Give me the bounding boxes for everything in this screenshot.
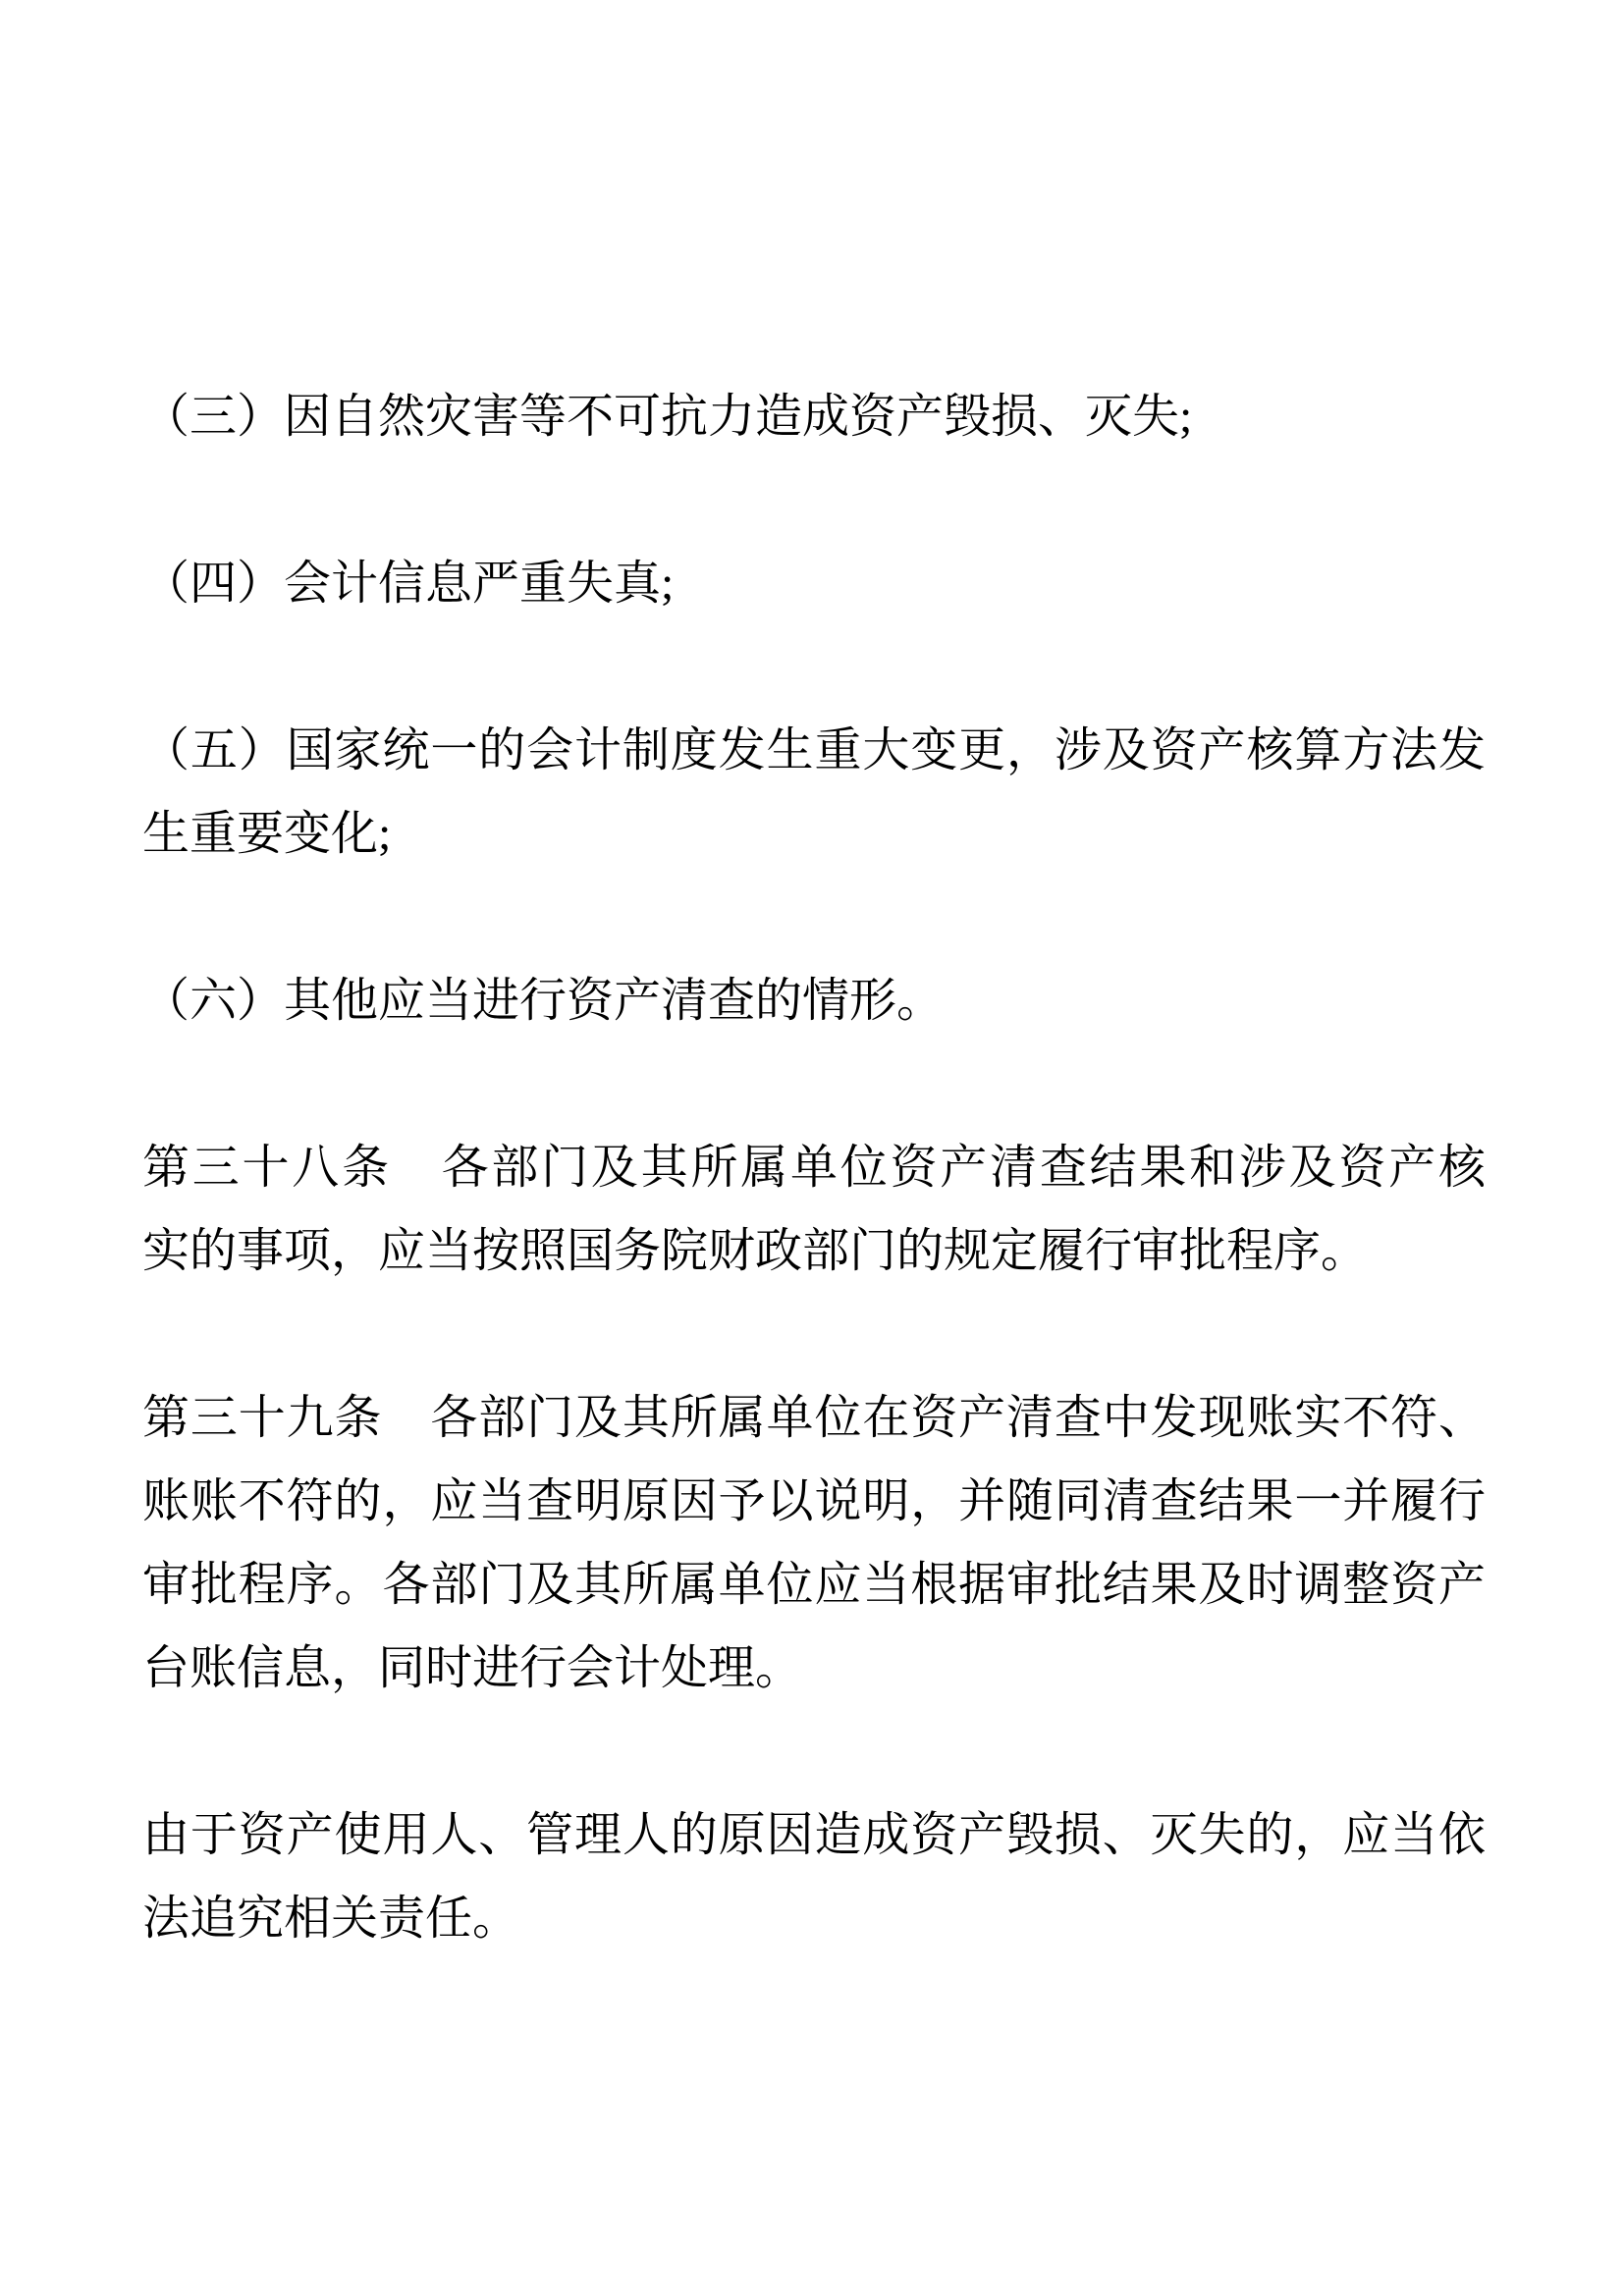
- text-line: 账账不符的，应当查明原因予以说明，并随同清查结果一并履行: [142, 1475, 1486, 1527]
- text-line: 生重要变化;: [142, 808, 392, 860]
- text-line: （六）其他应当进行资产清查的情形。: [142, 975, 945, 1027]
- paragraph-article-38: [142, 1126, 1486, 1293]
- text-line: （三）因自然灾害等不可抗力造成资产毁损、灭失;: [142, 391, 1193, 443]
- paragraph-article-39: [142, 1376, 1486, 1710]
- text-line: 法追究相关责任。: [142, 1893, 520, 1945]
- paragraph-item-5: [142, 709, 1486, 876]
- text-line: 第三十八条 各部门及其所属单位资产清查结果和涉及资产核: [142, 1142, 1486, 1194]
- paragraph-item-4: [142, 542, 1486, 625]
- text-line: 由于资产使用人、管理人的原因造成资产毁损、灭失的，应当依: [142, 1809, 1486, 1861]
- text-line: 第三十九条 各部门及其所属单位在资产清查中发现账实不符、: [142, 1392, 1486, 1444]
- paragraph-liability: [142, 1793, 1486, 1960]
- text-line: （四）会计信息严重失真;: [142, 558, 675, 610]
- text-line: 审批程序。各部门及其所属单位应当根据审批结果及时调整资产: [142, 1559, 1486, 1611]
- paragraph-item-3: [142, 375, 1486, 458]
- paragraph-item-6: [142, 959, 1486, 1042]
- text-line: 台账信息，同时进行会计处理。: [142, 1642, 803, 1694]
- text-line: （五）国家统一的会计制度发生重大变更，涉及资产核算方法发: [142, 724, 1486, 776]
- text-line: 实的事项，应当按照国务院财政部门的规定履行审批程序。: [142, 1225, 1369, 1277]
